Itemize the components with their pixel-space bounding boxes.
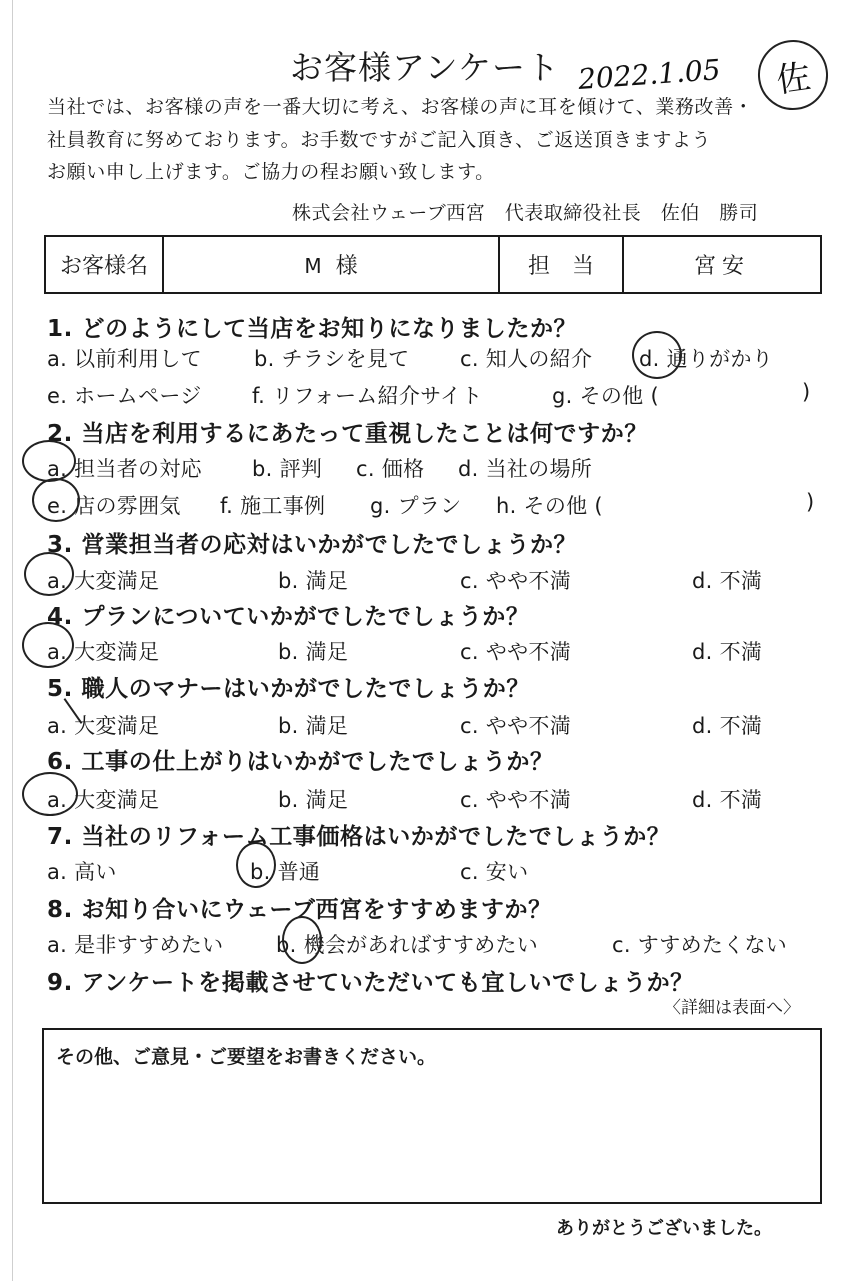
q3-answer-circle xyxy=(24,552,74,596)
q6-answer-circle xyxy=(22,772,78,816)
q2-option-g[interactable]: g. プラン xyxy=(370,494,462,518)
handwritten-date: 2022.1.05 xyxy=(577,53,722,96)
intro-line-1: 当社では、お客様の声を一番大切に考え、お客様の声に耳を傾けて、業務改善・ xyxy=(47,96,754,118)
detail-hint: 〈詳細は表面へ〉 xyxy=(664,998,800,1018)
q3-option-b[interactable]: b. 満足 xyxy=(278,569,349,593)
q4-option-b[interactable]: b. 満足 xyxy=(278,640,349,664)
comment-box[interactable] xyxy=(42,1028,822,1204)
company-signature: 株式会社ウェーブ西宮 代表取締役社長 佐伯 勝司 xyxy=(292,202,759,224)
q2-option-h[interactable]: h. その他 ( xyxy=(496,494,603,518)
staff-name-field[interactable]: 宮安 xyxy=(623,236,821,293)
question-8: 8. お知り合いにウェーブ西宮をすすめますか？ xyxy=(47,897,552,923)
q7-option-b[interactable]: b. 普通 xyxy=(250,860,321,884)
question-7: 7. 当社のリフォーム工事価格はいかがでしたでしょうか？ xyxy=(47,824,671,850)
question-2: 2. 当店を利用するにあたって重視したことは何ですか？ xyxy=(47,421,648,447)
q4-option-d[interactable]: d. 不満 xyxy=(692,640,763,664)
comment-label: その他、ご意見・ご要望をお書きください。 xyxy=(56,1046,437,1068)
question-5: 5. 職人のマナーはいかがでしたでしょうか？ xyxy=(47,676,530,702)
q8-option-c[interactable]: c. すすめたくない xyxy=(612,933,788,957)
q7-option-a[interactable]: a. 高い xyxy=(47,860,117,884)
customer-info-table xyxy=(44,235,822,294)
q1-other-close: ) xyxy=(802,380,811,404)
q2-option-f[interactable]: f. 施工事例 xyxy=(220,494,326,518)
q5-option-a[interactable]: a. 大変満足 xyxy=(47,714,160,738)
q3-option-d[interactable]: d. 不満 xyxy=(692,569,763,593)
q6-option-c[interactable]: c. やや不満 xyxy=(460,788,571,812)
question-1: 1. どのようにして当店をお知りになりましたか？ xyxy=(47,316,578,342)
q6-option-b[interactable]: b. 満足 xyxy=(278,788,349,812)
q8-option-a[interactable]: a. 是非すすめたい xyxy=(47,933,224,957)
q6-option-d[interactable]: d. 不満 xyxy=(692,788,763,812)
q8-option-b[interactable]: b. 機会があればすすめたい xyxy=(276,933,539,957)
customer-name-label: お客様名 xyxy=(45,236,163,293)
q3-option-c[interactable]: c. やや不満 xyxy=(460,569,571,593)
q1-option-g[interactable]: g. その他 ( xyxy=(552,384,659,408)
staff-label: 担 当 xyxy=(499,236,623,293)
q7-answer-circle xyxy=(236,842,276,888)
q7-option-c[interactable]: c. 安い xyxy=(460,860,529,884)
customer-initial: M xyxy=(304,254,322,278)
q2-option-a[interactable]: a. 担当者の対応 xyxy=(47,457,202,481)
q2-other-close: ) xyxy=(806,490,815,514)
q4-option-c[interactable]: c. やや不満 xyxy=(460,640,571,664)
question-9: 9. アンケートを掲載させていただいても宜しいでしょうか？ xyxy=(47,970,694,996)
q1-option-a[interactable]: a. 以前利用して xyxy=(47,347,202,371)
q1-answer-circle xyxy=(632,331,682,379)
q2-option-d[interactable]: d. 当社の場所 xyxy=(458,457,593,481)
thanks-text: ありがとうございました。 xyxy=(556,1218,772,1239)
q2-option-b[interactable]: b. 評判 xyxy=(252,457,323,481)
question-6: 6. 工事の仕上がりはいかがでしたでしょうか？ xyxy=(47,749,554,775)
q1-option-b[interactable]: b. チラシを見て xyxy=(254,347,410,371)
q2-option-e[interactable]: e. 店の雰囲気 xyxy=(47,494,181,518)
q1-option-c[interactable]: c. 知人の紹介 xyxy=(460,347,593,371)
q8-answer-circle xyxy=(282,916,322,964)
customer-name-field[interactable] xyxy=(163,236,499,293)
customer-suffix: 様 xyxy=(335,254,358,279)
q2-answer-circle-e xyxy=(32,478,80,522)
q5-option-c[interactable]: c. やや不満 xyxy=(460,714,571,738)
page-edge xyxy=(12,0,13,1281)
q4-answer-circle xyxy=(22,622,74,668)
q1-option-f[interactable]: f. リフォーム紹介サイト xyxy=(252,384,483,408)
intro-line-2: 社員教育に努めております。お手数ですがご記入頂き、ご返送頂きますよう xyxy=(47,129,712,151)
q2-option-c[interactable]: c. 価格 xyxy=(356,457,425,481)
q6-option-a[interactable]: a. 大変満足 xyxy=(47,788,160,812)
q5-option-b[interactable]: b. 満足 xyxy=(278,714,349,738)
q5-option-d[interactable]: d. 不満 xyxy=(692,714,763,738)
q2-answer-circle-a xyxy=(22,440,76,482)
q1-option-e[interactable]: e. ホームページ xyxy=(47,384,202,408)
survey-title: お客様アンケート xyxy=(290,48,561,87)
q4-option-a[interactable]: a. 大変満足 xyxy=(47,640,160,664)
intro-line-3: お願い申し上げます。ご協力の程お願い致します。 xyxy=(47,161,495,183)
q1-option-d[interactable]: d. 通りがかり xyxy=(639,347,774,371)
question-3: 3. 営業担当者の応対はいかがでしたでしょうか？ xyxy=(47,532,578,558)
approval-seal: 佐 xyxy=(753,35,832,114)
q3-option-a[interactable]: a. 大変満足 xyxy=(47,569,160,593)
question-4: 4. プランについていかがでしたでしょうか？ xyxy=(47,604,530,630)
